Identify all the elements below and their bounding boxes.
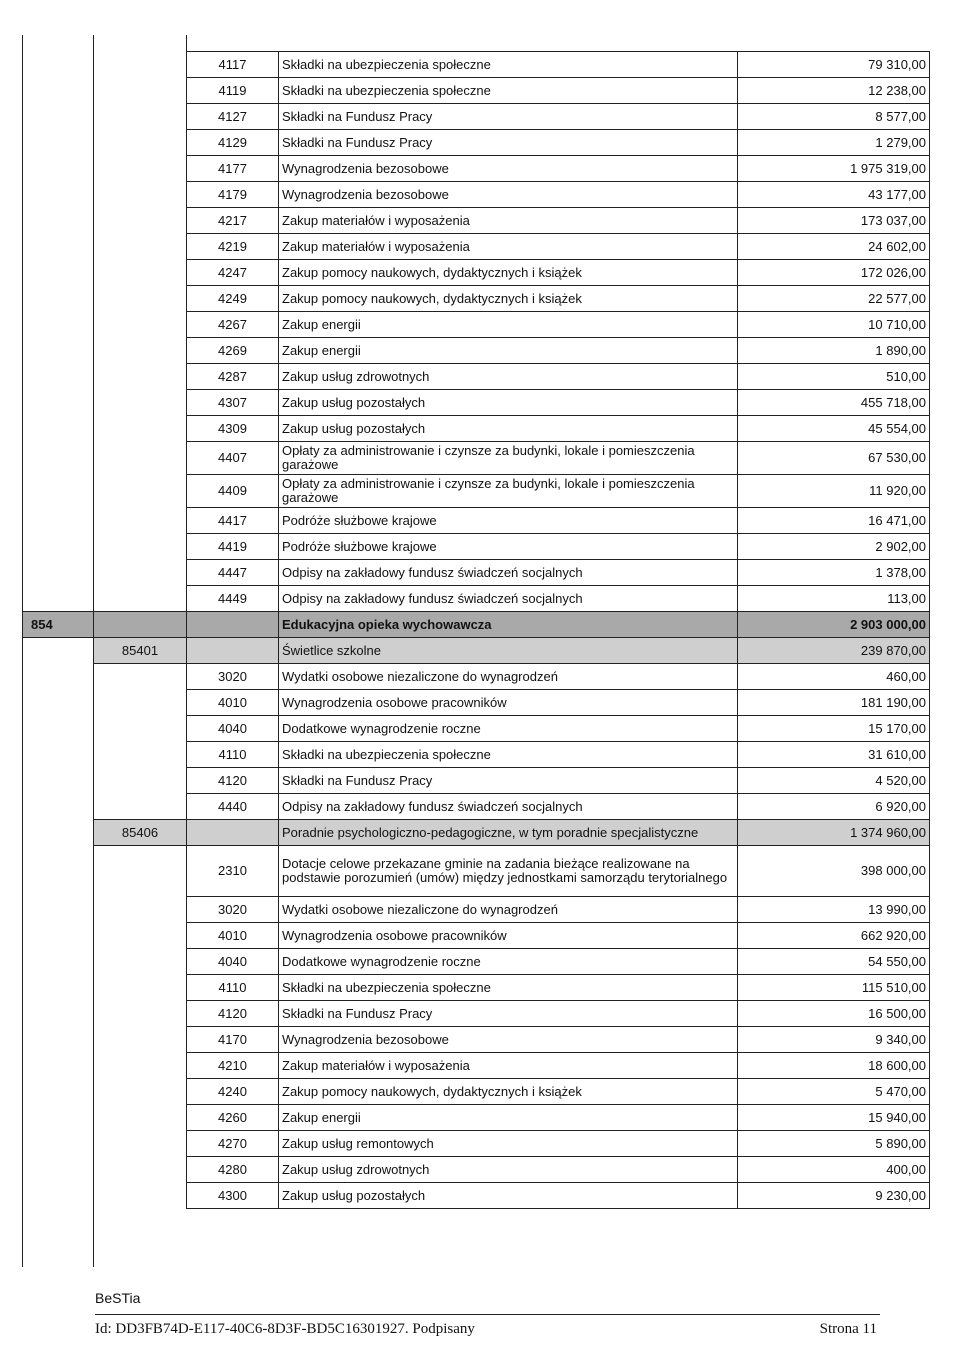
table-row — [23, 442, 930, 475]
description-cell: Zakup materiałów i wyposażenia — [279, 234, 738, 260]
rozdzial-cell — [94, 234, 187, 260]
dzial-cell — [23, 897, 94, 923]
table-row — [23, 364, 930, 390]
paragraph-cell: 4309 — [187, 416, 279, 442]
paragraph-cell: 4177 — [187, 156, 279, 182]
amount-cell: 15 940,00 — [738, 1105, 930, 1131]
rozdzial-cell — [94, 364, 187, 390]
paragraph-cell: 4417 — [187, 508, 279, 534]
paragraph-cell: 4307 — [187, 390, 279, 416]
dzial-cell — [23, 260, 94, 286]
table-row — [23, 846, 930, 897]
dzial-cell — [23, 560, 94, 586]
description-cell: Opłaty za administrowanie i czynsze za budynki, lokale i pomieszczenia garażowe — [279, 475, 738, 508]
rozdzial-cell — [94, 1131, 187, 1157]
dzial-row — [23, 612, 930, 638]
dzial-cell — [23, 690, 94, 716]
paragraph-cell: 4127 — [187, 104, 279, 130]
description-cell: Dodatkowe wynagrodzenie roczne — [279, 949, 738, 975]
dzial-cell — [23, 975, 94, 1001]
amount-cell: 398 000,00 — [738, 846, 930, 897]
paragraph-cell: 4240 — [187, 1079, 279, 1105]
description-cell: Składki na ubezpieczenia społeczne — [279, 975, 738, 1001]
description-cell: Podróże służbowe krajowe — [279, 534, 738, 560]
rozdzial-cell — [94, 156, 187, 182]
dzial-cell — [23, 1053, 94, 1079]
dzial-cell — [23, 638, 94, 664]
dzial-cell — [23, 78, 94, 104]
amount-cell: 31 610,00 — [738, 742, 930, 768]
description-cell: Wydatki osobowe niezaliczone do wynagrodzeń — [279, 897, 738, 923]
table-row — [23, 975, 930, 1001]
paragraph-cell: 4010 — [187, 923, 279, 949]
paragraph-cell: 4267 — [187, 312, 279, 338]
dzial-cell — [23, 742, 94, 768]
rozdzial-cell — [94, 923, 187, 949]
rozdzial-cell — [94, 897, 187, 923]
amount-cell: 54 550,00 — [738, 949, 930, 975]
description-cell: Odpisy na zakładowy fundusz świadczeń socjalnych — [279, 560, 738, 586]
paragraph-cell: 4260 — [187, 1105, 279, 1131]
rozdzial-cell — [94, 846, 187, 897]
description-cell: Wynagrodzenia osobowe pracowników — [279, 690, 738, 716]
rozdzial-cell — [94, 742, 187, 768]
description-cell: Zakup usług pozostałych — [279, 390, 738, 416]
paragraph-cell — [187, 820, 279, 846]
description-cell: Wynagrodzenia osobowe pracowników — [279, 923, 738, 949]
description-cell: Zakup usług pozostałych — [279, 416, 738, 442]
amount-cell: 1 374 960,00 — [738, 820, 930, 846]
rozdzial-cell — [94, 52, 187, 78]
amount-cell: 172 026,00 — [738, 260, 930, 286]
paragraph-cell: 4120 — [187, 768, 279, 794]
table-row — [23, 390, 930, 416]
rozdzial-cell — [94, 768, 187, 794]
table-row — [23, 78, 930, 104]
rozdzial-cell — [94, 1027, 187, 1053]
paragraph-cell: 4269 — [187, 338, 279, 364]
rozdzial-row — [23, 638, 930, 664]
description-cell: Zakup materiałów i wyposażenia — [279, 208, 738, 234]
description-cell: Składki na Fundusz Pracy — [279, 768, 738, 794]
dzial-cell — [23, 52, 94, 78]
description-cell: Odpisy na zakładowy fundusz świadczeń socjalnych — [279, 586, 738, 612]
paragraph-cell: 4110 — [187, 975, 279, 1001]
rozdzial-cell: 85406 — [94, 820, 187, 846]
paragraph-cell: 4300 — [187, 1183, 279, 1209]
paragraph-cell: 4110 — [187, 742, 279, 768]
amount-cell: 43 177,00 — [738, 182, 930, 208]
amount-cell: 173 037,00 — [738, 208, 930, 234]
rozdzial-cell — [94, 338, 187, 364]
amount-cell: 11 920,00 — [738, 475, 930, 508]
paragraph-cell: 4419 — [187, 534, 279, 560]
table-row — [23, 1027, 930, 1053]
dzial-cell — [23, 508, 94, 534]
amount-cell: 18 600,00 — [738, 1053, 930, 1079]
amount-cell: 12 238,00 — [738, 78, 930, 104]
table-row — [23, 1157, 930, 1183]
table-row — [23, 338, 930, 364]
table-row — [23, 690, 930, 716]
paragraph-cell: 4210 — [187, 1053, 279, 1079]
dzial-cell — [23, 768, 94, 794]
description-cell: Zakup pomocy naukowych, dydaktycznych i książek — [279, 1079, 738, 1105]
description-cell: Dodatkowe wynagrodzenie roczne — [279, 716, 738, 742]
paragraph-cell: 4249 — [187, 286, 279, 312]
amount-cell: 1 378,00 — [738, 560, 930, 586]
table-row — [23, 1001, 930, 1027]
rozdzial-cell — [94, 1001, 187, 1027]
amount-cell: 6 920,00 — [738, 794, 930, 820]
dzial-cell — [23, 442, 94, 475]
dzial-cell — [23, 156, 94, 182]
amount-cell: 455 718,00 — [738, 390, 930, 416]
rozdzial-cell — [94, 975, 187, 1001]
rozdzial-cell — [94, 1183, 187, 1209]
rozdzial-cell — [94, 1157, 187, 1183]
table-row — [23, 156, 930, 182]
description-cell: Wydatki osobowe niezaliczone do wynagrodzeń — [279, 664, 738, 690]
paragraph-cell: 4407 — [187, 442, 279, 475]
description-cell: Wynagrodzenia bezosobowe — [279, 156, 738, 182]
rozdzial-cell — [94, 390, 187, 416]
table-row — [23, 260, 930, 286]
dzial-cell — [23, 716, 94, 742]
paragraph-cell: 4040 — [187, 716, 279, 742]
description-cell: Zakup energii — [279, 338, 738, 364]
table-row — [23, 312, 930, 338]
amount-cell: 400,00 — [738, 1157, 930, 1183]
footer-page-number: Strona 11 — [819, 1321, 877, 1337]
budget-table — [22, 51, 930, 1209]
paragraph-cell: 4440 — [187, 794, 279, 820]
rozdzial-cell — [94, 208, 187, 234]
dzial-cell — [23, 182, 94, 208]
dzial-cell — [23, 208, 94, 234]
paragraph-cell: 3020 — [187, 897, 279, 923]
dzial-cell — [23, 312, 94, 338]
dzial-cell — [23, 794, 94, 820]
rozdzial-cell — [94, 182, 187, 208]
dzial-cell — [23, 1001, 94, 1027]
description-cell: Składki na Fundusz Pracy — [279, 1001, 738, 1027]
dzial-cell — [23, 416, 94, 442]
table-row — [23, 1079, 930, 1105]
paragraph-cell: 4247 — [187, 260, 279, 286]
paragraph-cell: 4119 — [187, 78, 279, 104]
paragraph-cell: 4449 — [187, 586, 279, 612]
amount-cell: 24 602,00 — [738, 234, 930, 260]
amount-cell: 10 710,00 — [738, 312, 930, 338]
rozdzial-cell — [94, 612, 187, 638]
rozdzial-cell — [94, 1105, 187, 1131]
paragraph-cell: 4219 — [187, 234, 279, 260]
description-cell: Podróże służbowe krajowe — [279, 508, 738, 534]
description-cell: Dotacje celowe przekazane gminie na zadania bieżące realizowane na podstawie porozumień (umów) między jednostkami samorządu terytorialnego — [279, 846, 738, 897]
paragraph-cell: 4179 — [187, 182, 279, 208]
budget-table-body — [23, 52, 930, 1209]
table-row — [23, 949, 930, 975]
dzial-cell — [23, 586, 94, 612]
table-row — [23, 104, 930, 130]
dzial-cell — [23, 286, 94, 312]
amount-cell: 16 471,00 — [738, 508, 930, 534]
table-row — [23, 416, 930, 442]
dzial-cell — [23, 1157, 94, 1183]
table-row — [23, 475, 930, 508]
table-row — [23, 286, 930, 312]
amount-cell: 181 190,00 — [738, 690, 930, 716]
rozdzial-cell — [94, 534, 187, 560]
dzial-cell — [23, 234, 94, 260]
description-cell: Opłaty za administrowanie i czynsze za budynki, lokale i pomieszczenia garażowe — [279, 442, 738, 475]
table-row — [23, 130, 930, 156]
dzial-cell — [23, 390, 94, 416]
paragraph-cell: 4040 — [187, 949, 279, 975]
amount-cell: 15 170,00 — [738, 716, 930, 742]
rozdzial-cell — [94, 312, 187, 338]
paragraph-cell: 4217 — [187, 208, 279, 234]
amount-cell: 1 279,00 — [738, 130, 930, 156]
table-row — [23, 664, 930, 690]
amount-cell: 67 530,00 — [738, 442, 930, 475]
paragraph-cell: 4117 — [187, 52, 279, 78]
rozdzial-cell — [94, 664, 187, 690]
rozdzial-cell — [94, 1079, 187, 1105]
paragraph-cell: 4270 — [187, 1131, 279, 1157]
dzial-cell — [23, 846, 94, 897]
dzial-cell — [23, 1131, 94, 1157]
table-row — [23, 794, 930, 820]
amount-cell: 22 577,00 — [738, 286, 930, 312]
description-cell: Wynagrodzenia bezosobowe — [279, 182, 738, 208]
amount-cell: 662 920,00 — [738, 923, 930, 949]
amount-cell: 13 990,00 — [738, 897, 930, 923]
amount-cell: 8 577,00 — [738, 104, 930, 130]
amount-cell: 5 470,00 — [738, 1079, 930, 1105]
description-cell: Składki na Fundusz Pracy — [279, 130, 738, 156]
amount-cell: 113,00 — [738, 586, 930, 612]
rozdzial-cell — [94, 508, 187, 534]
rozdzial-cell — [94, 130, 187, 156]
amount-cell: 2 903 000,00 — [738, 612, 930, 638]
description-cell: Zakup usług zdrowotnych — [279, 1157, 738, 1183]
dzial-cell — [23, 338, 94, 364]
description-cell: Edukacyjna opieka wychowawcza — [279, 612, 738, 638]
table-row — [23, 52, 930, 78]
table-row — [23, 508, 930, 534]
table-row — [23, 208, 930, 234]
amount-cell: 16 500,00 — [738, 1001, 930, 1027]
rozdzial-cell — [94, 286, 187, 312]
amount-cell: 9 340,00 — [738, 1027, 930, 1053]
table-row — [23, 586, 930, 612]
amount-cell: 239 870,00 — [738, 638, 930, 664]
rozdzial-cell — [94, 949, 187, 975]
amount-cell: 510,00 — [738, 364, 930, 390]
description-cell: Zakup energii — [279, 1105, 738, 1131]
paragraph-cell: 4409 — [187, 475, 279, 508]
table-row — [23, 742, 930, 768]
description-cell: Zakup materiałów i wyposażenia — [279, 1053, 738, 1079]
dzial-cell — [23, 475, 94, 508]
rozdzial-cell — [94, 690, 187, 716]
amount-cell: 1 975 319,00 — [738, 156, 930, 182]
amount-cell: 2 902,00 — [738, 534, 930, 560]
paragraph-cell: 4287 — [187, 364, 279, 390]
amount-cell: 79 310,00 — [738, 52, 930, 78]
table-row — [23, 716, 930, 742]
rozdzial-cell — [94, 586, 187, 612]
table-row — [23, 1053, 930, 1079]
description-cell: Zakup energii — [279, 312, 738, 338]
dzial-cell — [23, 104, 94, 130]
rozdzial-cell — [94, 560, 187, 586]
rozdzial-cell — [94, 716, 187, 742]
dzial-cell — [23, 923, 94, 949]
table-row — [23, 923, 930, 949]
description-cell: Składki na ubezpieczenia społeczne — [279, 78, 738, 104]
dzial-cell — [23, 664, 94, 690]
paragraph-cell: 4120 — [187, 1001, 279, 1027]
table-row — [23, 560, 930, 586]
description-cell: Zakup pomocy naukowych, dydaktycznych i książek — [279, 260, 738, 286]
table-row — [23, 1131, 930, 1157]
paragraph-cell: 4129 — [187, 130, 279, 156]
dzial-cell — [23, 130, 94, 156]
dzial-cell — [23, 1079, 94, 1105]
description-cell: Składki na ubezpieczenia społeczne — [279, 742, 738, 768]
paragraph-cell: 2310 — [187, 846, 279, 897]
dzial-cell — [23, 1105, 94, 1131]
rozdzial-cell — [94, 1053, 187, 1079]
rozdzial-cell: 85401 — [94, 638, 187, 664]
description-cell: Poradnie psychologiczno-pedagogiczne, w tym poradnie specjalistyczne — [279, 820, 738, 846]
description-cell: Świetlice szkolne — [279, 638, 738, 664]
rozdzial-cell — [94, 475, 187, 508]
footer-divider — [95, 1314, 880, 1315]
footer-document-id: Id: DD3FB74D-E117-40C6-8D3F-BD5C16301927. Podpisany — [95, 1321, 475, 1337]
description-cell: Zakup usług pozostałych — [279, 1183, 738, 1209]
table-row — [23, 1105, 930, 1131]
amount-cell: 5 890,00 — [738, 1131, 930, 1157]
dzial-cell — [23, 1027, 94, 1053]
amount-cell: 460,00 — [738, 664, 930, 690]
paragraph-cell: 4170 — [187, 1027, 279, 1053]
description-cell: Zakup usług remontowych — [279, 1131, 738, 1157]
dzial-cell: 854 — [23, 612, 94, 638]
footer-app-name: BeSTia — [95, 1290, 141, 1306]
rozdzial-cell — [94, 794, 187, 820]
table-row — [23, 534, 930, 560]
table-row — [23, 234, 930, 260]
rozdzial-cell — [94, 416, 187, 442]
table-row — [23, 768, 930, 794]
rozdzial-row — [23, 820, 930, 846]
paragraph-cell: 4280 — [187, 1157, 279, 1183]
table-row — [23, 182, 930, 208]
dzial-cell — [23, 1183, 94, 1209]
amount-cell: 4 520,00 — [738, 768, 930, 794]
rozdzial-cell — [94, 260, 187, 286]
amount-cell: 1 890,00 — [738, 338, 930, 364]
description-cell: Składki na Fundusz Pracy — [279, 104, 738, 130]
paragraph-cell: 4447 — [187, 560, 279, 586]
description-cell: Zakup pomocy naukowych, dydaktycznych i książek — [279, 286, 738, 312]
paragraph-cell — [187, 638, 279, 664]
amount-cell: 115 510,00 — [738, 975, 930, 1001]
table-row — [23, 897, 930, 923]
dzial-cell — [23, 949, 94, 975]
amount-cell: 9 230,00 — [738, 1183, 930, 1209]
paragraph-cell: 3020 — [187, 664, 279, 690]
dzial-cell — [23, 534, 94, 560]
description-cell: Składki na ubezpieczenia społeczne — [279, 52, 738, 78]
rozdzial-cell — [94, 442, 187, 475]
description-cell: Wynagrodzenia bezosobowe — [279, 1027, 738, 1053]
paragraph-cell — [187, 612, 279, 638]
rozdzial-cell — [94, 104, 187, 130]
rozdzial-cell — [94, 78, 187, 104]
description-cell: Odpisy na zakładowy fundusz świadczeń socjalnych — [279, 794, 738, 820]
dzial-cell — [23, 364, 94, 390]
paragraph-cell: 4010 — [187, 690, 279, 716]
amount-cell: 45 554,00 — [738, 416, 930, 442]
description-cell: Zakup usług zdrowotnych — [279, 364, 738, 390]
table-row — [23, 1183, 930, 1209]
dzial-cell — [23, 820, 94, 846]
